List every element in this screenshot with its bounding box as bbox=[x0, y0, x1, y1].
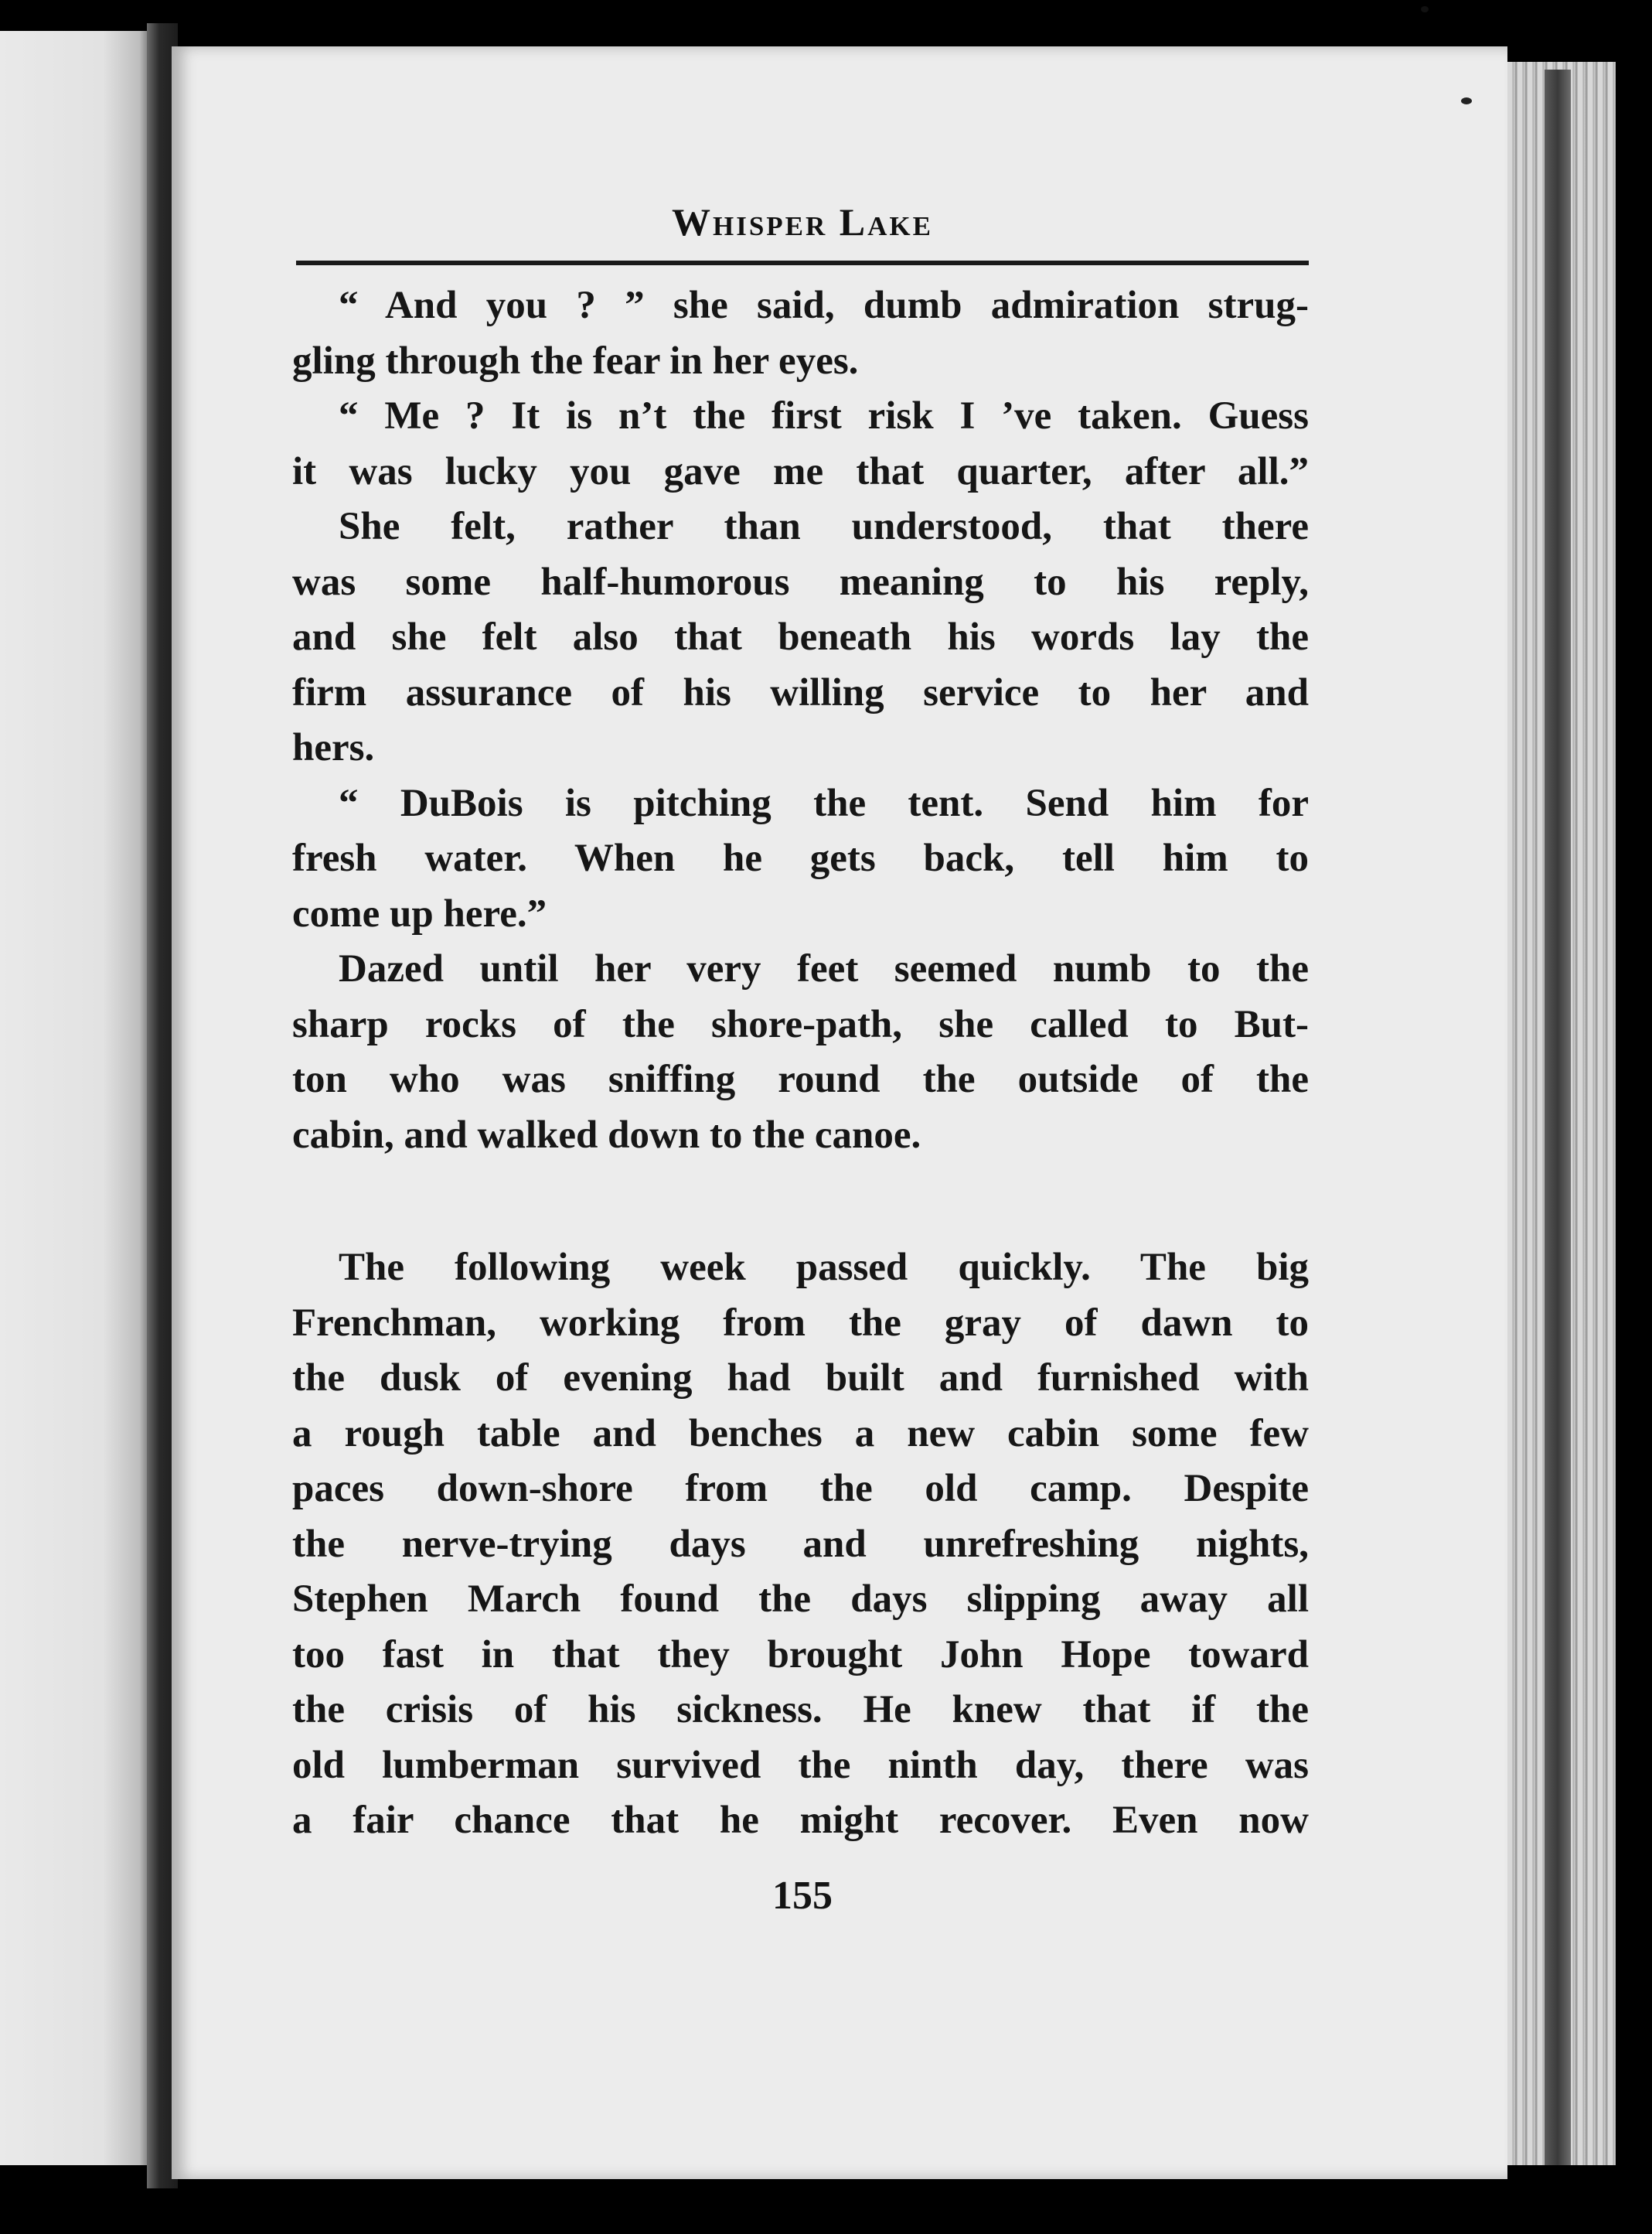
paragraph bbox=[292, 278, 1309, 389]
text-line: ton who was sniffing round the outside of the bbox=[292, 1058, 1309, 1101]
text-line: firm assurance of his willing service to her and bbox=[292, 670, 1309, 715]
paragraph bbox=[292, 942, 1309, 1163]
scan-speck bbox=[1461, 97, 1472, 104]
body-text bbox=[292, 278, 1309, 1849]
paragraph bbox=[292, 1240, 1309, 1849]
text-line: She felt, rather than understood, that there bbox=[339, 505, 1309, 548]
text-line: The following week passed quickly. The big bbox=[339, 1246, 1309, 1289]
text-line: come up here.” bbox=[292, 892, 547, 936]
text-line: old lumberman survived the ninth day, there was bbox=[292, 1743, 1309, 1787]
text-line: Stephen March found the days slipping away all bbox=[292, 1577, 1309, 1621]
paragraph bbox=[292, 500, 1309, 776]
text-line: gling through the fear in her eyes. bbox=[292, 339, 859, 383]
running-head-rule bbox=[296, 261, 1309, 265]
text-line: too fast in that they brought John Hope toward bbox=[292, 1632, 1309, 1676]
text-line: hers. bbox=[292, 726, 375, 769]
text-line: “ DuBois is pitching the tent. Send him for bbox=[339, 781, 1309, 825]
facing-page-edge bbox=[0, 31, 147, 2165]
running-head: Whisper Lake bbox=[671, 200, 933, 244]
text-line: and she felt also that beneath his words lay the bbox=[292, 616, 1309, 659]
text-line: Frenchman, working from the gray of dawn to bbox=[292, 1301, 1309, 1345]
text-line: the dusk of evening had built and furnished with bbox=[292, 1356, 1309, 1400]
text-line: fresh water. When he gets back, tell him to bbox=[292, 837, 1309, 880]
page-number: 155 bbox=[772, 1874, 833, 1918]
text-line: “ Me ? It is n’t the first risk I ’ve taken. Guess bbox=[339, 394, 1309, 438]
text-line: it was lucky you gave me that quarter, after all.” bbox=[292, 449, 1309, 493]
text-line: was some half-humorous meaning to his reply, bbox=[292, 560, 1309, 604]
paragraph bbox=[292, 389, 1309, 500]
text-line: the crisis of his sickness. He knew that if the bbox=[292, 1688, 1309, 1731]
text-line: paces down-shore from the old camp. Despite bbox=[292, 1467, 1309, 1510]
text-line: sharp rocks of the shore-path, she called to But- bbox=[292, 1002, 1309, 1046]
section-break bbox=[292, 1163, 1309, 1240]
text-line: a rough table and benches a new cabin some few bbox=[292, 1411, 1309, 1455]
page-edge-shadow bbox=[1545, 70, 1571, 2165]
text-line: cabin, and walked down to the canoe. bbox=[292, 1113, 921, 1157]
text-line: a fair chance that he might recover. Even now bbox=[292, 1799, 1309, 1842]
text-line: Dazed until her very feet seemed numb to the bbox=[339, 947, 1309, 991]
text-line: “ And you ? ” she said, dumb admiration strug- bbox=[339, 284, 1309, 327]
paragraph bbox=[292, 776, 1309, 943]
text-line: the nerve-trying days and unrefreshing nights, bbox=[292, 1522, 1309, 1566]
scan-speck bbox=[1421, 6, 1429, 12]
